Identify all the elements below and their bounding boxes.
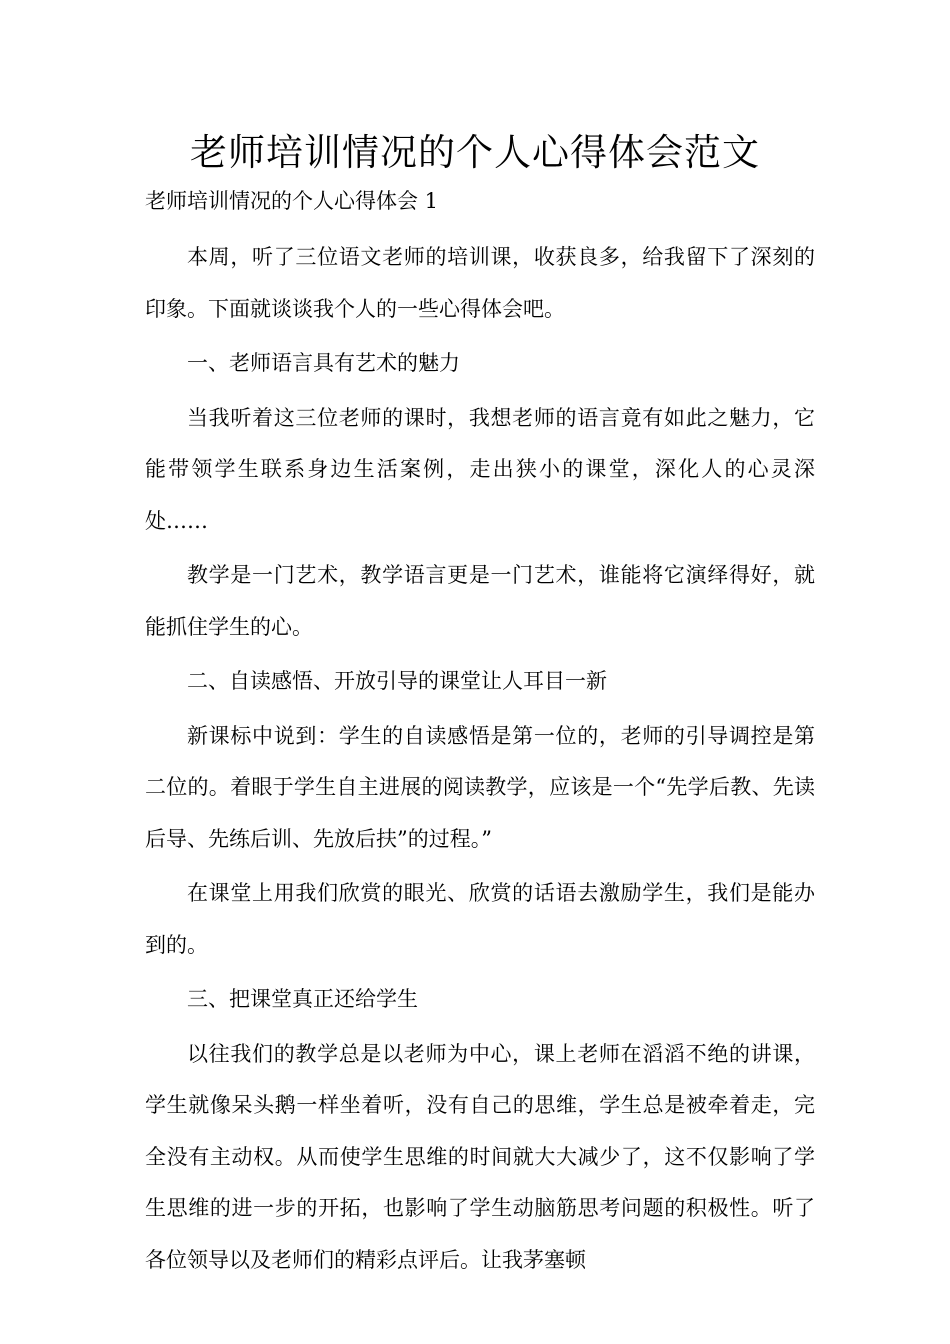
section-heading-2: 二、自读感悟、开放引导的课堂让人耳目一新	[187, 669, 607, 693]
section-heading-3: 三、把课堂真正还给学生	[187, 987, 418, 1011]
paragraph: 教学是一门艺术，教学语言更是一门艺术，谁能将它演绎得好，就能抓住学生的心。	[145, 563, 815, 639]
document-body	[145, 232, 815, 1289]
document-title: 老师培训情况的个人心得体会范文	[190, 131, 760, 174]
paragraph: 新课标中说到：学生的自读感悟是第一位的，老师的引导调控是第二位的。着眼于学生自主进展的阅读教学，应该是一个“先学后教、先读后导、先练后训、先放后扶”的过程。”	[145, 723, 815, 851]
paragraph: 当我听着这三位老师的课时，我想老师的语言竟有如此之魅力，它能带领学生联系身边生活案例，走出狭小的课堂，深化人的心灵深处……	[145, 405, 815, 533]
section-heading-1: 一、老师语言具有艺术的魅力	[187, 351, 460, 375]
paragraph: 在课堂上用我们欣赏的眼光、欣赏的话语去激励学生，我们是能办到的。	[145, 881, 815, 957]
paragraph: 以往我们的教学总是以老师为中心，课上老师在滔滔不绝的讲课，学生就像呆头鹅一样坐着听，没有自己的思维，学生总是被牵着走，完全没有主动权。从而使学生思维的时间就大大减少了，这不仅影响了学生思维的进一步的开拓，也影响了学生动脑筋思考问题的积极性。听了各位领导以及老师们的精彩点评后。让我茅塞顿	[145, 1041, 815, 1272]
document-subtitle: 老师培训情况的个人心得体会 1	[145, 189, 439, 213]
paragraph-intro: 本周，听了三位语文老师的培训课，收获良多，给我留下了深刻的印象。下面就谈谈我个人的一些心得体会吧。	[145, 245, 815, 321]
